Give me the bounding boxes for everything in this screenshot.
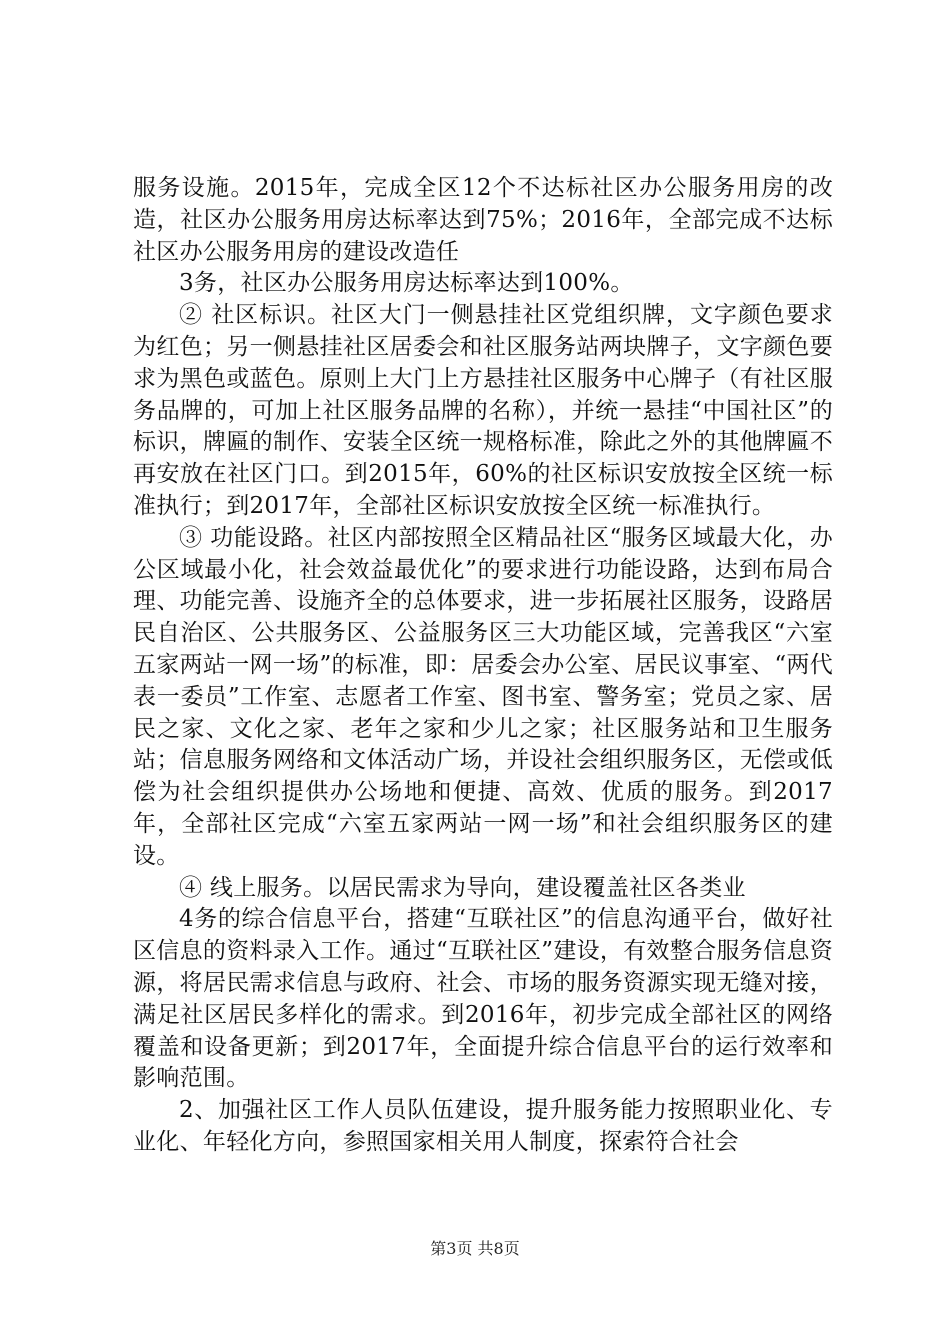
paragraph-info-platform: 4务的综合信息平台，搭建“互联社区”的信息沟通平台，做好社区信息的资料录入工作。通过“互联社区”建设，有效整合服务信息资源，将居民需求信息与政府、社会、市场的服务资源实现无缝对接，满足社区居民多样化的需求。到2016年，初步完成全部社区的网络覆盖和设备更新；到2017年，全面提升综合信息平台的运行效率和影响范围。 — [133, 906, 833, 1092]
paragraph-facility-renovation: 服务设施。2015年，完成全区12个不达标社区办公服务用房的改造，社区办公服务用房达标率达到75%；2016年，全部完成不达标社区办公服务用房的建设改造任 — [133, 175, 833, 265]
paragraph-function-layout: ③ 功能设路。社区内部按照全区精品社区“服务区域最大化，办公区域最小化，社会效益最优化”的要求进行功能设路，达到布局合理、功能完善、设施齐全的总体要求，进一步拓展社区服务，设路居民自治区、公共服务区、公益服务区三大功能区域，完善我区“六室五家两站一网一场”的标准，即：居委会办公室、居民议事室、“两代表一委员”工作室、志愿者工作室、图书室、警务室；党员之家、居民之家、文化之家、老年之家和少儿之家；社区服务站和卫生服务站；信息服务网络和文体活动广场，并设社会组织服务区，无偿或低偿为社会组织提供办公场地和便捷、高效、优质的服务。到2017年，全部社区完成“六室五家两站一网一场”和社会组织服务区的建设。 — [133, 524, 833, 869]
paragraph-online-service: ④ 线上服务。以居民需求为导向，建设覆盖社区各类业 — [179, 874, 746, 901]
document-body — [133, 173, 833, 1159]
paragraph-staff-building: 2、加强社区工作人员队伍建设，提升服务能力按照职业化、专业化、年轻化方向，参照国家相关用人制度，探索符合社会 — [133, 1097, 833, 1155]
paragraph-community-signage: ② 社区标识。社区大门一侧悬挂社区党组织牌，文字颜色要求为红色；另一侧悬挂社区居委会和社区服务站两块牌子，文字颜色要求为黑色或蓝色。原则上大门上方悬挂社区服务中心牌子（有社区服务品牌的，可加上社区服务品牌的名称），并统一悬挂“中国社区”的标识，牌匾的制作、安装全区统一规格标准，除此之外的其他牌匾不再安放在社区门口。到2015年，60%的社区标识安放按全区统一标准执行；到2017年，全部社区标识安放按全区统一标准执行。 — [133, 302, 833, 519]
paragraph-facility-continuation: 3务，社区办公服务用房达标率达到100%。 — [179, 270, 634, 297]
page-number-footer: 第3页 共8页 — [430, 1239, 520, 1258]
